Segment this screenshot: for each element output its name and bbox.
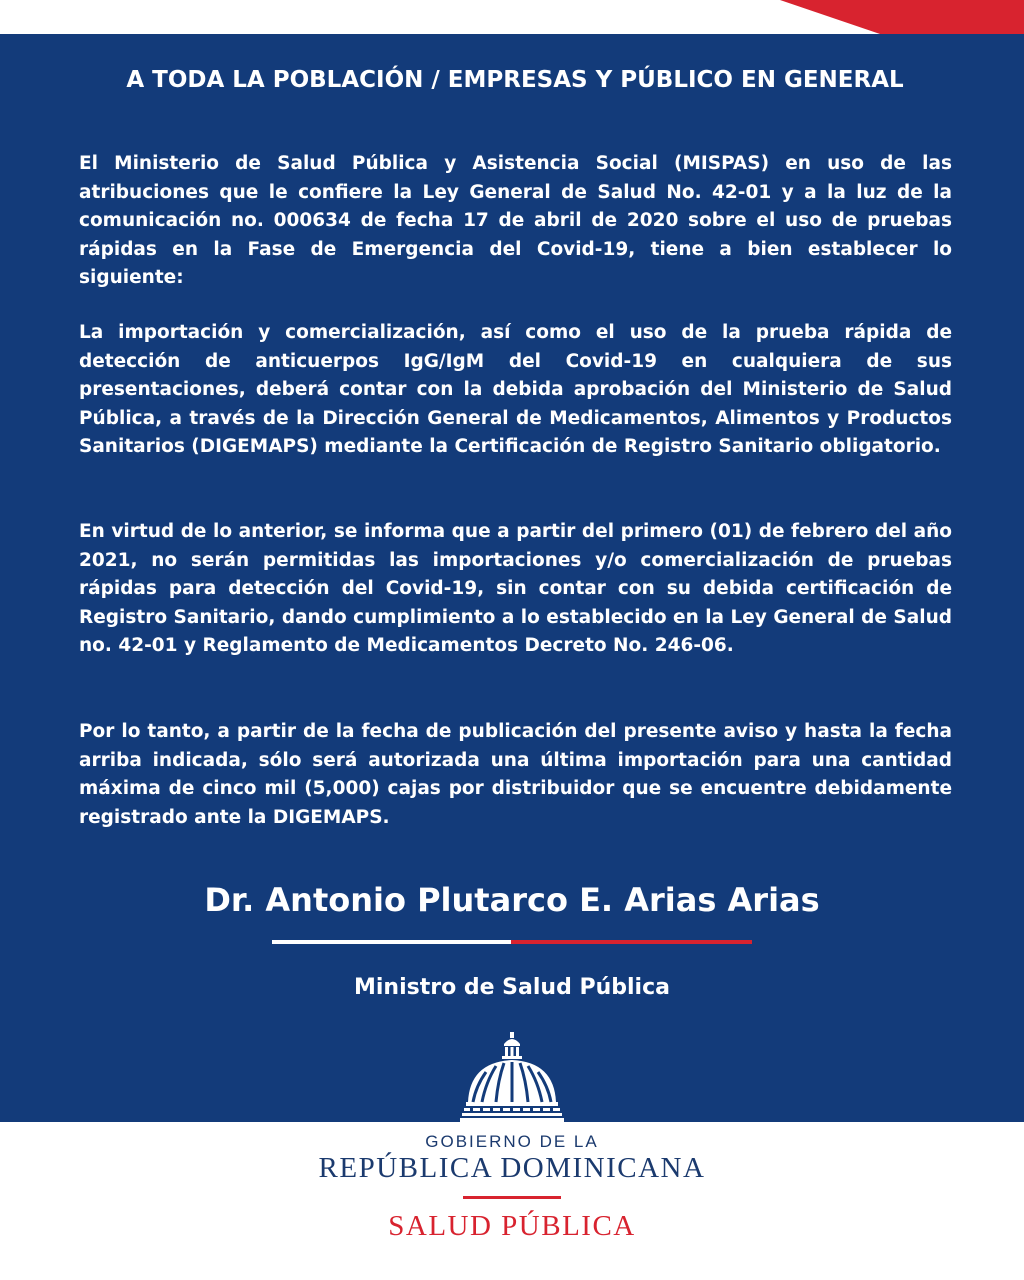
ministry-label: SALUD PÚBLICA [388, 1210, 636, 1242]
red-corner-accent [0, 0, 1024, 34]
signature-rule-white [272, 940, 511, 944]
notice-paragraph-3: En virtud de lo anterior, se informa que a partir del primero (01) de febrero del año 2021, no serán permitidas las importaciones y/o comercialización de pruebas rápidas para detección del Covid-19, sin contar con su debida certificación de Registro Sanitario, dando cumplimiento a lo establecido en la Ley General de Salud no. 42-01 y Reglamento de Medicamentos Decreto No. 246-06. [79, 521, 952, 657]
notice-paragraph-1: El Ministerio de Salud Pública y Asistencia Social (MISPAS) en uso de las atribuciones que le confiere la Ley General de Salud No. 42-01 y a la luz de la comunicación no. 000634 de fecha 17 de abril de 2020 sobre el uso de pruebas rápidas en la Fase de Emergencia del Covid-19, tiene a bien establecer lo siguiente: [79, 153, 952, 289]
notice-paragraph-4: Por lo tanto, a partir de la fecha de publicación del presente aviso y hasta la fecha arriba indicada, sólo será autorizada una última importación para una cantidad máxima de cinco mil (5,000) cajas por distribuidor que se encuentre debidamente registrado ante la DIGEMAPS. [79, 721, 952, 828]
signer-name: Dr. Antonio Plutarco E. Arias Arias [204, 881, 820, 919]
footer-red-rule [463, 1196, 561, 1199]
signer-title: Ministro de Salud Pública [353, 975, 670, 1000]
top-accent-strip [0, 0, 1024, 34]
notice-headline: A TODA LA POBLACIÓN / EMPRESAS Y PÚBLICO EN GENERAL [126, 67, 904, 93]
dome-emblem-icon [458, 1030, 566, 1124]
republic-label: REPÚBLICA DOMINICANA [318, 1152, 706, 1184]
signature-rule-red [511, 940, 752, 944]
government-label: GOBIERNO DE LA [425, 1132, 599, 1151]
notice-paragraph-2: La importación y comercialización, así como el uso de la prueba rápida de detección de anticuerpos IgG/IgM del Covid-19 en cualquiera de sus presentaciones, deberá contar con la debida aprobación del Ministerio de Salud Pública, a través de la Dirección General de Medicamentos, Alimentos y Productos Sanitarios (DIGEMAPS) mediante la Certificación de Registro Sanitario obligatorio. [79, 322, 952, 458]
